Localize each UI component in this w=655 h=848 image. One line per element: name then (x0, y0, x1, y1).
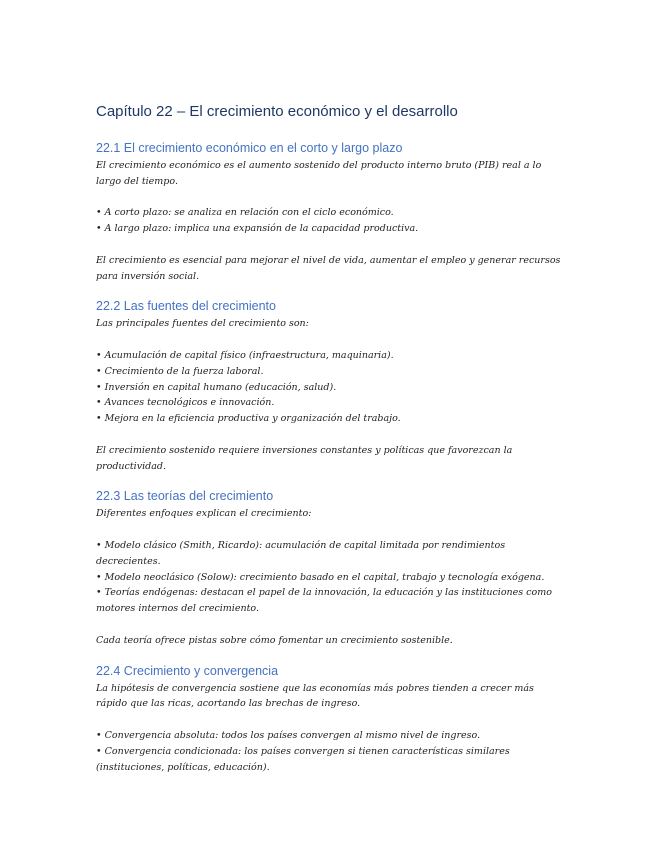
bullet-list (96, 348, 566, 427)
section-heading: 22.1 El crecimiento económico en el corto y largo plazo (96, 141, 403, 155)
bullet-item: • Crecimiento de la fuerza laboral. (96, 364, 566, 380)
chapter-title: Capítulo 22 – El crecimiento económico y el desarrollo (96, 103, 458, 120)
bullet-item: • Inversión en capital humano (educación, salud). (96, 380, 566, 396)
section-intro: El crecimiento económico es el aumento sostenido del producto interno bruto (PIB) real a lo largo del tiempo. (96, 160, 542, 187)
bullet-list (96, 538, 566, 617)
paragraph-gap (96, 617, 566, 633)
section-22-4 (96, 663, 566, 776)
bullet-item: • Modelo neoclásico (Solow): crecimiento basado en el capital, trabajo y tecnología exógena. (96, 570, 566, 586)
section-22-3 (96, 488, 566, 648)
section-conclusion: Cada teoría ofrece pistas sobre cómo fomentar un crecimiento sostenible. (96, 634, 453, 646)
section-heading: 22.4 Crecimiento y convergencia (96, 663, 279, 678)
bullet-list (96, 205, 566, 237)
section-conclusion: El crecimiento es esencial para mejorar el nivel de vida, aumentar el empleo y generar recursos para inversión social. (96, 254, 561, 282)
section-heading: 22.2 Las fuentes del crecimiento (96, 299, 276, 314)
bullet-item: • Convergencia condicionada: los países convergen si tienen características similares (instituciones, políticas, educación). (96, 744, 566, 776)
bullet-item: • A largo plazo: implica una expansión de la capacidad productiva. (96, 221, 566, 237)
section-22-2 (96, 298, 566, 474)
bullet-item: • Teorías endógenas: destacan el papel de la innovación, la educación y las instituciones como motores internos del crecimiento. (96, 585, 566, 617)
paragraph-gap (96, 712, 566, 728)
bullet-item: • Modelo clásico (Smith, Ricardo): acumulación de capital limitada por rendimientos decrecientes. (96, 538, 566, 570)
section-conclusion: El crecimiento sostenido requiere inversiones constantes y políticas que favorezcan la productividad. (96, 444, 513, 472)
bullet-list (96, 728, 566, 775)
paragraph-gap (96, 427, 566, 443)
paragraph-gap (96, 332, 566, 348)
section-intro: La hipótesis de convergencia sostiene que las economías más pobres tienden a crecer más rápido que las ricas, acortando las brechas de ingreso. (96, 682, 534, 710)
section-intro: Las principales fuentes del crecimiento son: (96, 318, 309, 330)
paragraph-gap (96, 190, 566, 206)
bullet-item: • Convergencia absoluta: todos los países convergen al mismo nivel de ingreso. (96, 728, 566, 744)
document-page (96, 101, 566, 789)
section-intro: Diferentes enfoques explican el crecimiento: (96, 508, 312, 520)
paragraph-gap (96, 522, 566, 538)
section-22-1 (96, 140, 566, 284)
section-heading: 22.3 Las teorías del crecimiento (96, 489, 274, 504)
bullet-item: • Avances tecnológicos e innovación. (96, 395, 566, 411)
bullet-item: • Acumulación de capital físico (infraestructura, maquinaria). (96, 348, 566, 364)
bullet-item: • A corto plazo: se analiza en relación con el ciclo económico. (96, 205, 566, 221)
bullet-item: • Mejora en la eficiencia productiva y organización del trabajo. (96, 411, 566, 427)
paragraph-gap (96, 237, 566, 253)
